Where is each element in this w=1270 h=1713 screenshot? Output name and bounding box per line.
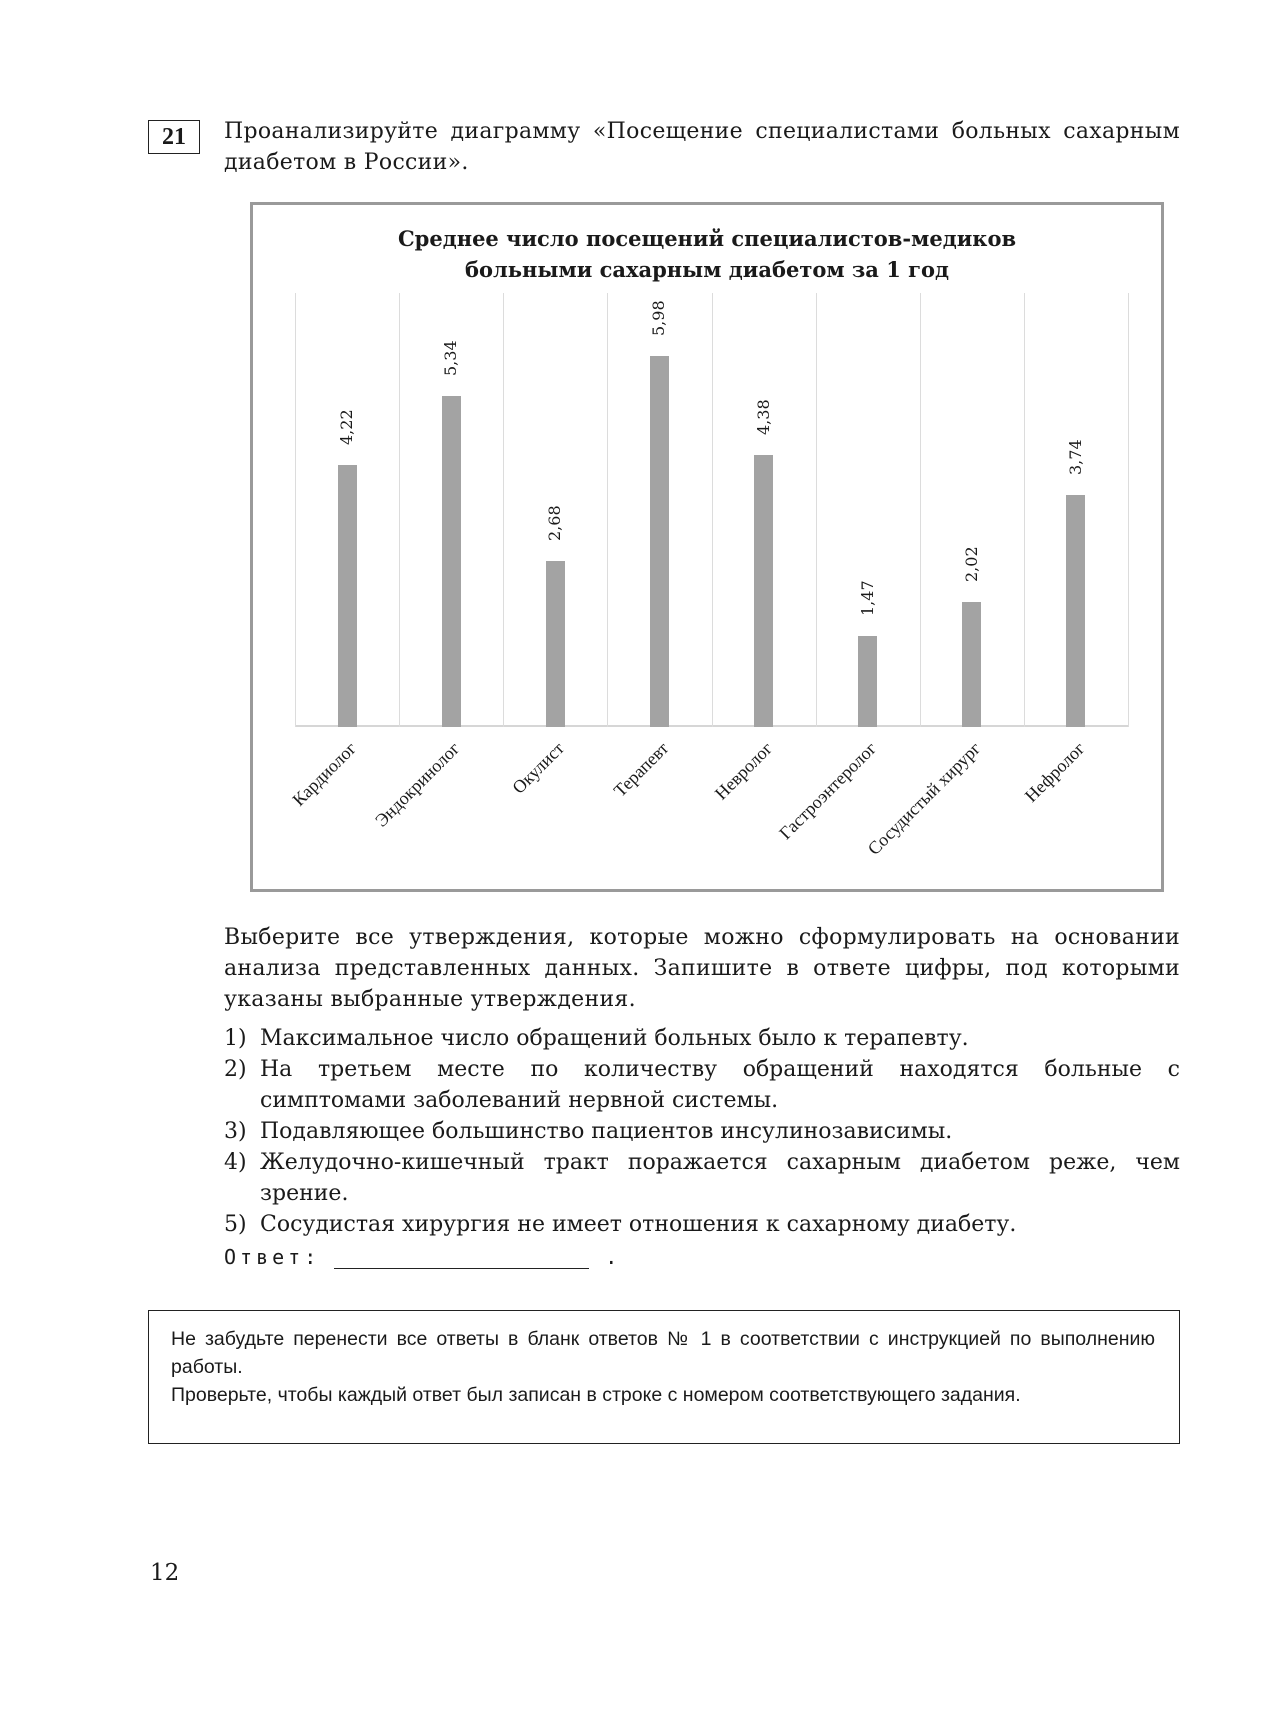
option-number: 2) bbox=[224, 1057, 247, 1082]
notice-line-1: Не забудьте перенести все ответы в бланк ответов № 1 в соответствии с инструкцией по выполнению работы. bbox=[171, 1328, 1155, 1378]
grid-line bbox=[503, 293, 504, 727]
bar bbox=[858, 636, 877, 727]
bar bbox=[962, 602, 981, 727]
instructions: Выберите все утверждения, которые можно сформулировать на основании анализа представленных данных. Запишите в ответе цифры, под которыми указаны выбранные утверждения. bbox=[224, 925, 1180, 1012]
option-number: 1) bbox=[224, 1026, 247, 1051]
option-5 bbox=[224, 1209, 1180, 1240]
answer-field[interactable] bbox=[334, 1246, 589, 1269]
chart-frame bbox=[250, 202, 1164, 892]
answer-end: . bbox=[605, 1245, 622, 1269]
options-list bbox=[224, 1023, 1180, 1240]
grid-line bbox=[1024, 293, 1025, 727]
option-number: 3) bbox=[224, 1119, 247, 1144]
option-4 bbox=[224, 1147, 1180, 1209]
option-text: Подавляющее большинство пациентов инсулинозависимы. bbox=[260, 1119, 953, 1144]
grid-line bbox=[295, 293, 296, 727]
notice-line-2: Проверьте, чтобы каждый ответ был записан в строке с номером соответствующего задания. bbox=[171, 1384, 1021, 1406]
option-1 bbox=[224, 1023, 1180, 1054]
grid-line bbox=[1128, 293, 1129, 727]
answer-label: Ответ: bbox=[224, 1245, 321, 1269]
chart-title-line-1: Среднее число посещений специалистов-медиков bbox=[397, 226, 1017, 251]
grid-line bbox=[399, 293, 400, 727]
option-number: 4) bbox=[224, 1150, 247, 1175]
category-label: Невролог bbox=[710, 738, 777, 804]
bar-value-label: 4,22 bbox=[337, 409, 357, 446]
option-number: 5) bbox=[224, 1212, 247, 1237]
category-label: Сосудистый хирург bbox=[863, 738, 985, 859]
category-label: Эндокринолог bbox=[371, 738, 464, 831]
task-number-box: 21 bbox=[148, 120, 200, 154]
bar-value-label: 5,34 bbox=[441, 340, 461, 376]
bar-value-label: 2,02 bbox=[961, 546, 981, 582]
option-text: Максимальное число обращений больных было к терапевту. bbox=[260, 1026, 969, 1051]
task-intro: Проанализируйте диаграмму «Посещение специалистами больных сахарным диабетом в России». bbox=[224, 119, 1180, 175]
grid-line bbox=[712, 293, 713, 727]
grid-line bbox=[816, 293, 817, 727]
option-2 bbox=[224, 1054, 1180, 1116]
category-label: Нефролог bbox=[1020, 738, 1089, 806]
option-3 bbox=[224, 1116, 1180, 1147]
grid-line bbox=[920, 293, 921, 727]
bar-value-label: 2,68 bbox=[545, 505, 565, 541]
category-label: Окулист bbox=[508, 738, 569, 798]
bar-value-label: 1,47 bbox=[857, 580, 877, 616]
option-text: Сосудистая хирургия не имеет отношения к сахарному диабету. bbox=[260, 1212, 1017, 1237]
bar bbox=[650, 356, 669, 727]
page-number: 12 bbox=[150, 1560, 180, 1586]
chart-title-line-2: больными сахарным диабетом за 1 год bbox=[464, 257, 950, 282]
bar bbox=[338, 465, 357, 727]
category-label: Кардиолог bbox=[288, 738, 360, 810]
bar bbox=[546, 561, 565, 727]
notice-box bbox=[148, 1310, 1180, 1444]
bar bbox=[754, 455, 773, 727]
plot-area bbox=[288, 293, 1128, 859]
grid-line bbox=[607, 293, 608, 727]
bar bbox=[442, 396, 461, 727]
bar-value-label: 5,98 bbox=[649, 300, 669, 337]
bar bbox=[1066, 495, 1085, 727]
chart-title bbox=[253, 223, 1161, 285]
option-text: На третьем месте по количеству обращений находятся больные с симптомами заболеваний нервной системы. bbox=[260, 1057, 1180, 1113]
category-label: Терапевт bbox=[609, 738, 673, 801]
bar-value-label: 4,38 bbox=[753, 399, 773, 436]
option-text: Желудочно-кишечный тракт поражается сахарным диабетом реже, чем зрение. bbox=[260, 1150, 1180, 1206]
bar-value-label: 3,74 bbox=[1065, 439, 1085, 476]
category-label: Гастроэнтеролог bbox=[775, 738, 881, 844]
answer-row bbox=[224, 1245, 621, 1269]
